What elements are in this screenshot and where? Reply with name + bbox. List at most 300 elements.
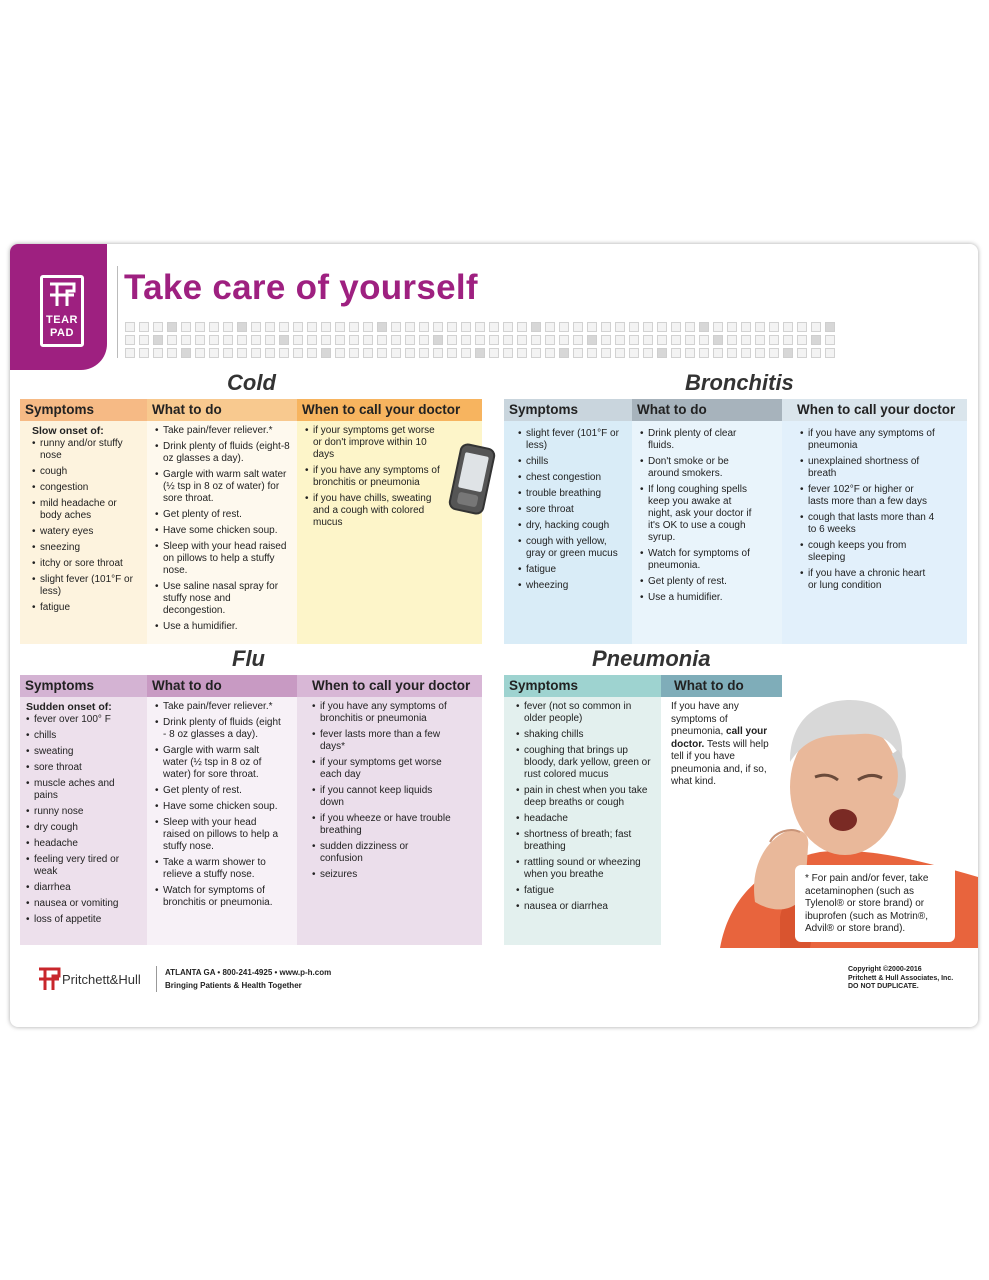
grid-square	[713, 322, 723, 332]
list-item: • shaking chills	[516, 729, 655, 741]
list-item: • fever 102°F or higher or lasts more than a few days	[800, 484, 935, 508]
grid-square	[741, 335, 751, 345]
grid-square	[811, 322, 821, 332]
grid-square	[321, 335, 331, 345]
grid-square	[657, 348, 667, 358]
grid-square	[517, 335, 527, 345]
bronchitis-symptoms-body	[504, 421, 632, 644]
list-item: • rattling sound or wheezing when you breathe	[516, 857, 655, 881]
grid-square	[307, 348, 317, 358]
grid-square	[223, 348, 233, 358]
grid-square	[545, 348, 555, 358]
grid-square	[237, 335, 247, 345]
grid-square	[629, 348, 639, 358]
square-grid-row	[125, 348, 845, 360]
grid-square	[559, 322, 569, 332]
grid-square	[139, 322, 149, 332]
flu-what-header: What to do	[147, 675, 297, 697]
bronchitis-when-list	[800, 428, 935, 592]
ph-logo-icon	[47, 282, 77, 308]
grid-square	[181, 335, 191, 345]
list-item: • loss of appetite	[26, 914, 141, 926]
grid-square	[475, 322, 485, 332]
grid-square	[321, 348, 331, 358]
list-item: • itchy or sore throat	[32, 558, 141, 570]
grid-square	[531, 335, 541, 345]
footer-copyright	[848, 966, 953, 992]
bronchitis-what-list	[640, 428, 752, 604]
cold-what-body	[147, 421, 297, 644]
grid-square	[769, 322, 779, 332]
grid-square	[447, 348, 457, 358]
flu-what-column	[147, 675, 297, 945]
cold-when-column	[297, 399, 482, 644]
grid-square	[573, 335, 583, 345]
list-item: • Drink plenty of fluids (eight-8 oz glasses a day).	[155, 441, 291, 465]
list-item: • nausea or diarrhea	[516, 901, 655, 913]
grid-square	[447, 335, 457, 345]
list-item: • headache	[516, 813, 655, 825]
grid-square	[195, 335, 205, 345]
grid-square	[531, 322, 541, 332]
list-item: • trouble breathing	[518, 488, 626, 500]
list-item: • If long coughing spells keep you awake at night, ask your doctor if it's OK to use a cough syrup.	[640, 484, 752, 544]
grid-square	[419, 348, 429, 358]
list-item: • Gargle with warm salt water (½ tsp in 8 oz of water) for sore throat.	[155, 745, 281, 781]
list-item: • Take a warm shower to relieve a stuffy nose.	[155, 857, 281, 881]
grid-square	[643, 322, 653, 332]
footer-contact	[165, 966, 331, 992]
list-item: • shortness of breath; fast breathing	[516, 829, 655, 853]
bronchitis-what-column	[632, 399, 782, 644]
grid-square	[671, 335, 681, 345]
footer-tagline: Bringing Patients & Health Together	[165, 981, 302, 990]
square-grid-row	[125, 335, 845, 347]
copyright-line-1: Copyright ©2000-2016	[848, 966, 922, 973]
list-item: • runny nose	[26, 806, 141, 818]
cold-symptoms-body	[20, 421, 147, 644]
list-item: • if you have any symptoms of bronchitis or pneumonia	[312, 701, 452, 725]
grid-square	[419, 335, 429, 345]
page-title: Take care of yourself	[124, 268, 478, 307]
bronchitis-symptoms-header: Symptoms	[504, 399, 632, 421]
grid-square	[699, 335, 709, 345]
grid-square	[181, 348, 191, 358]
list-item: • pain in chest when you take deep breaths or cough	[516, 785, 655, 809]
logo-text-line1: TEAR	[46, 314, 78, 326]
grid-square	[783, 348, 793, 358]
grid-square	[825, 348, 835, 358]
grid-square	[349, 348, 359, 358]
flu-symptoms-column	[20, 675, 147, 945]
flu-title: Flu	[232, 646, 265, 671]
grid-square	[251, 322, 261, 332]
cell-phone-icon	[447, 442, 501, 520]
grid-square	[825, 335, 835, 345]
list-item: • if you have any symptoms of pneumonia	[800, 428, 935, 452]
grid-square	[769, 335, 779, 345]
pneumonia-what-text-2: Tests will help tell if you have pneumonia and, if so, what kind.	[671, 738, 769, 787]
grid-square	[601, 348, 611, 358]
grid-square	[517, 348, 527, 358]
grid-square	[797, 335, 807, 345]
list-item: • Take pain/fever reliever.*	[155, 425, 291, 437]
grid-square	[629, 322, 639, 332]
grid-square	[293, 348, 303, 358]
grid-square	[531, 348, 541, 358]
grid-square	[307, 335, 317, 345]
list-item: • dry cough	[26, 822, 141, 834]
grid-square	[811, 348, 821, 358]
pneumonia-symptoms-column	[504, 675, 661, 945]
list-item: • Drink plenty of fluids (eight - 8 oz glasses a day).	[155, 717, 281, 741]
grid-square	[139, 335, 149, 345]
grid-square	[293, 335, 303, 345]
list-item: • dry, hacking cough	[518, 520, 626, 532]
list-item: • Watch for symptoms of pneumonia.	[640, 548, 752, 572]
grid-square	[755, 335, 765, 345]
grid-square	[335, 348, 345, 358]
grid-square	[741, 322, 751, 332]
list-item: • Don't smoke or be around smokers.	[640, 456, 752, 480]
list-item: • congestion	[32, 482, 141, 494]
grid-square	[741, 348, 751, 358]
bronchitis-symptoms-list	[518, 428, 626, 592]
list-item: • slight fever (101°F or less)	[32, 574, 141, 598]
list-item: • fever lasts more than a few days*	[312, 729, 452, 753]
flu-symptoms-list	[26, 714, 141, 926]
bronchitis-what-header: What to do	[632, 399, 782, 421]
grid-square	[433, 322, 443, 332]
grid-square	[601, 322, 611, 332]
grid-square	[643, 348, 653, 358]
grid-square	[727, 335, 737, 345]
grid-square	[811, 335, 821, 345]
grid-square	[699, 348, 709, 358]
list-item: • diarrhea	[26, 882, 141, 894]
list-item: • sneezing	[32, 542, 141, 554]
grid-square	[265, 322, 275, 332]
grid-square	[615, 335, 625, 345]
flu-symptoms-header: Symptoms	[20, 675, 147, 697]
grid-square	[391, 348, 401, 358]
grid-square	[727, 348, 737, 358]
pain-fever-footnote: * For pain and/or fever, take acetaminophen (such as Tylenol® or store brand) or ibuprofen (such as Motrin®, Advil® or store brand).	[795, 865, 955, 942]
grid-square	[699, 322, 709, 332]
list-item: • fatigue	[516, 885, 655, 897]
grid-square	[419, 322, 429, 332]
grid-square	[139, 348, 149, 358]
list-item: • Have some chicken soup.	[155, 801, 281, 813]
cold-symptoms-column	[20, 399, 147, 644]
grid-square	[363, 335, 373, 345]
grid-square	[321, 322, 331, 332]
list-item: • slight fever (101°F or less)	[518, 428, 626, 452]
grid-square	[405, 335, 415, 345]
cold-when-list	[305, 425, 440, 529]
grid-square	[489, 348, 499, 358]
grid-square	[279, 348, 289, 358]
list-item: • if you have a chronic heart or lung condition	[800, 568, 935, 592]
pneumonia-what-header: What to do	[661, 675, 782, 697]
list-item: • Watch for symptoms of bronchitis or pneumonia.	[155, 885, 281, 909]
grid-square	[167, 348, 177, 358]
tear-pad-logo	[40, 275, 84, 347]
grid-square	[405, 348, 415, 358]
grid-square	[223, 322, 233, 332]
list-item: • runny and/or stuffy nose	[32, 438, 141, 462]
grid-square	[125, 322, 135, 332]
bronchitis-when-body	[782, 421, 967, 644]
grid-square	[279, 335, 289, 345]
grid-square	[755, 322, 765, 332]
grid-square	[405, 322, 415, 332]
list-item: • nausea or vomiting	[26, 898, 141, 910]
decorative-square-grid	[125, 322, 845, 361]
list-item: • coughing that brings up bloody, dark yellow, green or rust colored mucus	[516, 745, 655, 781]
list-item: • sudden dizziness or confusion	[312, 841, 452, 865]
grid-square	[153, 322, 163, 332]
list-item: • if you cannot keep liquids down	[312, 785, 452, 809]
grid-square	[293, 322, 303, 332]
grid-square	[629, 335, 639, 345]
list-item: • if you wheeze or have trouble breathing	[312, 813, 452, 837]
list-item: • Use saline nasal spray for stuffy nose and decongestion.	[155, 581, 291, 617]
bronchitis-title: Bronchitis	[685, 370, 794, 395]
cold-what-header: What to do	[147, 399, 297, 421]
grid-square	[601, 335, 611, 345]
grid-square	[251, 335, 261, 345]
list-item: • wheezing	[518, 580, 626, 592]
grid-square	[545, 322, 555, 332]
grid-square	[195, 348, 205, 358]
cold-what-column	[147, 399, 297, 644]
grid-square	[265, 348, 275, 358]
list-item: • Sleep with your head raised on pillows to help a stuffy nose.	[155, 541, 291, 577]
grid-square	[251, 348, 261, 358]
cold-title: Cold	[227, 370, 276, 395]
tear-pad-sheet	[10, 244, 978, 1027]
list-item: • mild headache or body aches	[32, 498, 141, 522]
grid-square	[755, 348, 765, 358]
grid-square	[391, 335, 401, 345]
list-item: • fever (not so common in older people)	[516, 701, 655, 725]
flu-when-list	[312, 701, 452, 881]
footer-brand: Pritchett&Hull	[62, 972, 141, 987]
flu-when-column	[297, 675, 482, 945]
list-item: • headache	[26, 838, 141, 850]
grid-square	[237, 322, 247, 332]
cold-symptoms-list	[32, 438, 141, 614]
flu-symptoms-intro: Sudden onset of:	[26, 701, 112, 713]
grid-square	[167, 335, 177, 345]
grid-square	[237, 348, 247, 358]
list-item: • if you have chills, sweating and a cough with colored mucus	[305, 493, 440, 529]
grid-square	[363, 322, 373, 332]
grid-square	[377, 335, 387, 345]
grid-square	[209, 335, 219, 345]
list-item: • muscle aches and pains	[26, 778, 141, 802]
pneumonia-symptoms-header: Symptoms	[504, 675, 661, 697]
list-item: • fatigue	[518, 564, 626, 576]
bronchitis-symptoms-column	[504, 399, 632, 644]
list-item: • Use a humidifier.	[640, 592, 752, 604]
grid-square	[559, 348, 569, 358]
list-item: • cough with yellow, gray or green mucus	[518, 536, 626, 560]
grid-square	[181, 322, 191, 332]
grid-square	[587, 335, 597, 345]
grid-square	[377, 322, 387, 332]
grid-square	[265, 335, 275, 345]
pritchett-hull-logo-icon	[37, 966, 63, 992]
grid-square	[657, 322, 667, 332]
grid-square	[307, 322, 317, 332]
grid-square	[125, 348, 135, 358]
grid-square	[797, 322, 807, 332]
list-item: • Drink plenty of clear fluids.	[640, 428, 752, 452]
grid-square	[657, 335, 667, 345]
grid-square	[447, 322, 457, 332]
list-item: • Use a humidifier.	[155, 621, 291, 633]
grid-square	[685, 322, 695, 332]
logo-text-line2: PAD	[50, 327, 74, 339]
flu-what-list	[155, 701, 281, 909]
pneumonia-symptoms-list	[516, 701, 655, 913]
grid-square	[167, 322, 177, 332]
list-item: • Get plenty of rest.	[640, 576, 752, 588]
grid-square	[461, 348, 471, 358]
grid-square	[783, 322, 793, 332]
cold-when-header: When to call your doctor	[297, 399, 482, 421]
tear-pad-tab	[10, 244, 107, 370]
grid-square	[503, 348, 513, 358]
grid-square	[489, 335, 499, 345]
grid-square	[461, 335, 471, 345]
footer-divider	[156, 966, 157, 992]
header-divider	[117, 266, 118, 358]
list-item: • Take pain/fever reliever.*	[155, 701, 281, 713]
grid-square	[279, 322, 289, 332]
grid-square	[335, 322, 345, 332]
grid-square	[615, 348, 625, 358]
grid-square	[475, 348, 485, 358]
grid-square	[223, 335, 233, 345]
grid-square	[671, 348, 681, 358]
grid-square	[559, 335, 569, 345]
list-item: • chills	[518, 456, 626, 468]
pneumonia-what-text: If you have any symptoms of pneumonia,	[671, 701, 739, 737]
grid-square	[825, 322, 835, 332]
grid-square	[335, 335, 345, 345]
pneumonia-call-doctor: call your doctor.	[671, 726, 768, 750]
list-item: • fatigue	[32, 602, 141, 614]
list-item: • chills	[26, 730, 141, 742]
cold-what-list	[155, 425, 291, 633]
flu-when-header: When to call your doctor	[297, 675, 482, 697]
list-item: • sore throat	[26, 762, 141, 774]
flu-symptoms-body	[20, 697, 147, 945]
grid-square	[377, 348, 387, 358]
list-item: • cough keeps you from sleeping	[800, 540, 935, 564]
grid-square	[503, 322, 513, 332]
grid-square	[587, 348, 597, 358]
grid-square	[475, 335, 485, 345]
bronchitis-when-header: When to call your doctor	[782, 399, 967, 421]
list-item: • cough that lasts more than 4 to 6 weeks	[800, 512, 935, 536]
grid-square	[349, 322, 359, 332]
grid-square	[349, 335, 359, 345]
grid-square	[461, 322, 471, 332]
grid-square	[615, 322, 625, 332]
list-item: • seizures	[312, 869, 452, 881]
grid-square	[713, 348, 723, 358]
grid-square	[153, 348, 163, 358]
list-item: • Have some chicken soup.	[155, 525, 291, 537]
grid-square	[685, 348, 695, 358]
list-item: • Get plenty of rest.	[155, 509, 291, 521]
grid-square	[587, 322, 597, 332]
list-item: • fever over 100° F	[26, 714, 141, 726]
grid-square	[797, 348, 807, 358]
copyright-line-3: DO NOT DUPLICATE.	[848, 983, 919, 990]
grid-square	[517, 322, 527, 332]
grid-square	[545, 335, 555, 345]
bronchitis-when-column	[782, 399, 967, 644]
list-item: • sweating	[26, 746, 141, 758]
square-grid-row	[125, 322, 845, 334]
grid-square	[153, 335, 163, 345]
grid-square	[391, 322, 401, 332]
grid-square	[713, 335, 723, 345]
cold-symptoms-header: Symptoms	[20, 399, 147, 421]
copyright-line-2: Pritchett & Hull Associates, Inc.	[848, 974, 954, 982]
grid-square	[643, 335, 653, 345]
list-item: • if your symptoms get worse each day	[312, 757, 452, 781]
grid-square	[685, 335, 695, 345]
pneumonia-symptoms-body	[504, 697, 661, 945]
grid-square	[433, 348, 443, 358]
list-item: • sore throat	[518, 504, 626, 516]
list-item: • chest congestion	[518, 472, 626, 484]
flu-when-body	[297, 697, 482, 945]
grid-square	[363, 348, 373, 358]
list-item: • if you have any symptoms of bronchitis or pneumonia	[305, 465, 440, 489]
list-item: • Get plenty of rest.	[155, 785, 281, 797]
grid-square	[489, 322, 499, 332]
grid-square	[573, 322, 583, 332]
pneumonia-title: Pneumonia	[592, 646, 711, 671]
list-item: • unexplained shortness of breath	[800, 456, 935, 480]
grid-square	[209, 322, 219, 332]
grid-square	[727, 322, 737, 332]
grid-square	[209, 348, 219, 358]
grid-square	[433, 335, 443, 345]
list-item: • watery eyes	[32, 526, 141, 538]
list-item: • if your symptoms get worse or don't improve within 10 days	[305, 425, 440, 461]
list-item: • feeling very tired or weak	[26, 854, 141, 878]
grid-square	[125, 335, 135, 345]
grid-square	[769, 348, 779, 358]
grid-square	[671, 322, 681, 332]
flu-what-body	[147, 697, 297, 945]
cold-symptoms-intro: Slow onset of:	[32, 425, 104, 437]
list-item: • Gargle with warm salt water (½ tsp in 8 oz of water) for sore throat.	[155, 469, 291, 505]
list-item: • Sleep with your head raised on pillows to help a stuffy nose.	[155, 817, 281, 853]
grid-square	[783, 335, 793, 345]
grid-square	[195, 322, 205, 332]
list-item: • cough	[32, 466, 141, 478]
bronchitis-what-body	[632, 421, 782, 644]
